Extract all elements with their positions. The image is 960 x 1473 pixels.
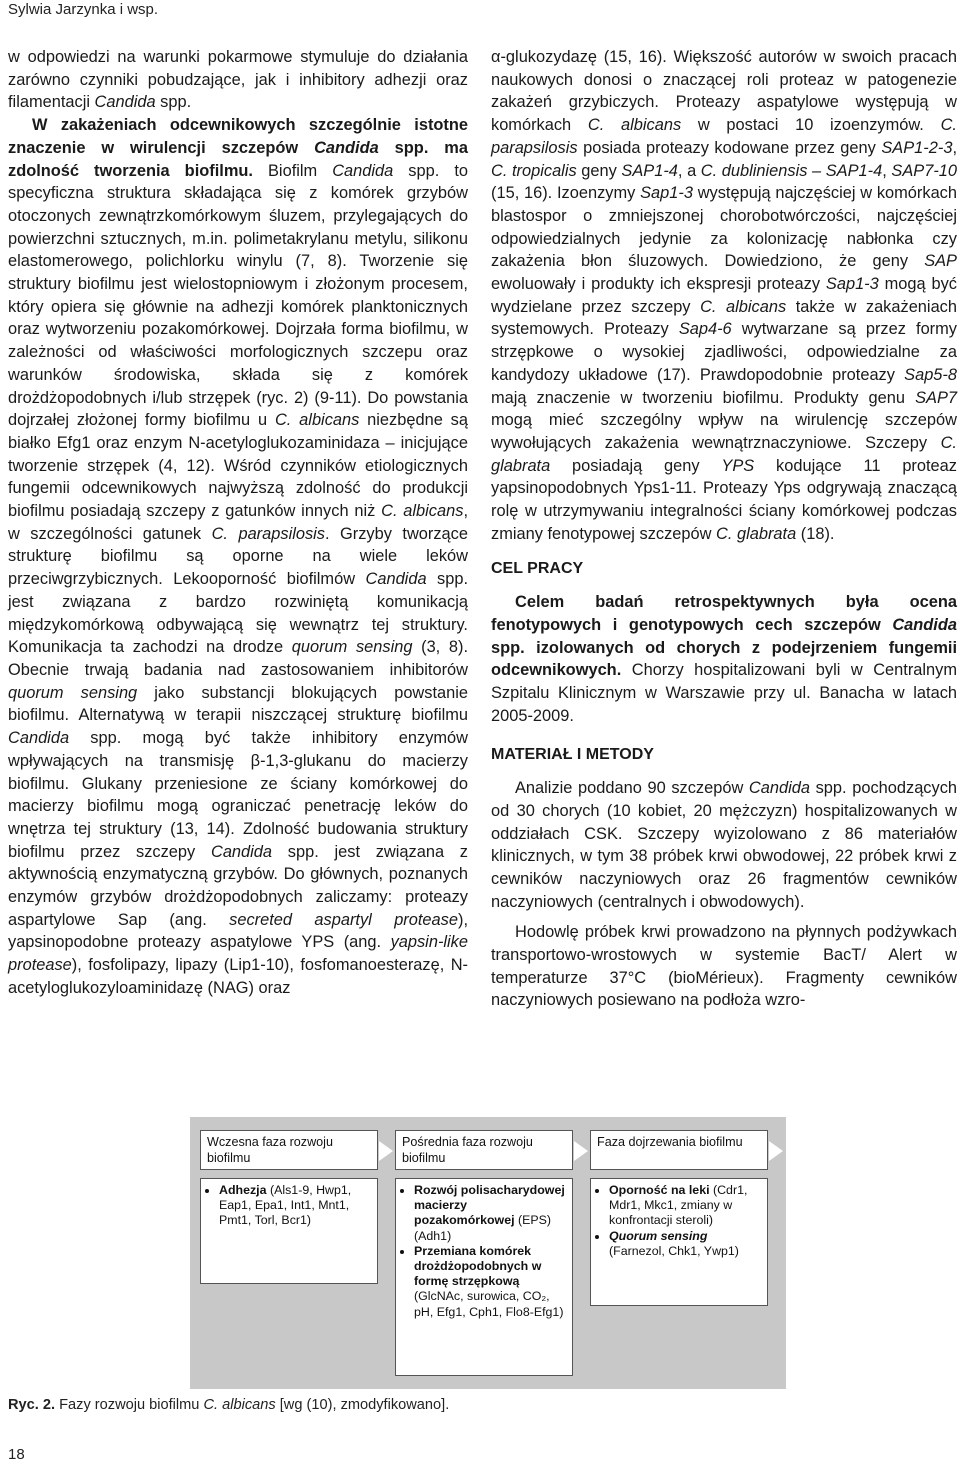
paragraph: Hodowlę próbek krwi prowadzono na płynnych podżywkach transportowo-wrostowych w systemie BacT/ Alert w temperaturze 37°C (bioMérieux). Fragmenty cewników naczyniowych posiewano na podłoża wzro- (491, 923, 957, 1010)
running-head: Sylwia Jarzynka i wsp. (8, 1, 159, 18)
stage-maturation (590, 1130, 768, 1306)
paragraph: Analizie poddano 90 szczepów Candida spp. pochodzących od 30 chorych (10 kobiet, 20 mężczyzn) hospitalizowanych w oddziałach CSK. Szczepy wyizolowano z 86 materiałów klinicznych, w tym 38 próbek krwi obwodowej, 22 próbek krwi z cewników naczyniowych oraz 26 fragmentów cewników naczyniowych (centralnych i obwodowych). (491, 779, 958, 911)
stage-body (395, 1178, 573, 1376)
figure-caption: Ryc. 2. Fazy rozwoju biofilmu C. albicans [wg (10), zmodyfikowano]. (8, 1397, 450, 1413)
stage-body (590, 1178, 768, 1306)
list-item: • Przemiana komórek drożdżopodobnych w formę strzępkową (GlcNAc, surowica, CO₂, pH, Efg1, Cph1, Flo8-Efg1) (414, 1244, 566, 1320)
stage-body (200, 1178, 378, 1284)
list-item: • Quorum sensing (Farnezol, Chk1, Ywp1) (609, 1229, 761, 1259)
right-column (491, 46, 957, 1012)
list-item: • Rozwój polisacharydowej macierzy pozakomórkowej (EPS) (Adh1) (414, 1183, 566, 1244)
section-heading-aim: CEL PRACY (491, 560, 584, 578)
list-item: • Adhezja (Als1-9, Hwp1, Eap1, Epa1, Int1, Mnt1, Pmt1, Torl, Bcr1) (219, 1183, 371, 1229)
stage-title: Faza dojrzewania biofilmu (590, 1130, 768, 1170)
stage-title: Pośrednia faza rozwoju biofilmu (395, 1130, 573, 1170)
page-number: 18 (8, 1446, 25, 1463)
section-heading-methods: MATERIAŁ I METODY (491, 746, 654, 764)
paragraph: Celem badań retrospektywnych była ocena fenotypowych i genotypowych cech szczepów Candida spp. izolowanych od chorych z podejrzeniem fungemii odcewnikowych. Chorzy hospitalizowani byli w Centralnym Szpitalu Klinicznym w Warszawie przy ul. Banacha w latach 2005-2009. (491, 593, 957, 725)
stage-title: Wczesna faza rozwoju biofilmu (200, 1130, 378, 1170)
list-item: • Oporność na leki (Cdr1, Mdr1, Mkc1, zmiany w konfrontacji steroli) (609, 1183, 761, 1229)
paragraph: W zakażeniach odcewnikowych szczególnie istotne znaczenie w wirulencji szczepów Candida spp. ma zdolność tworzenia biofilmu. Biofilm Candida spp. to specyficzna struktura składająca się z komórek grzybów otoczonych zewnątrzkomórkowym śluzem, przylegających do powierzchni sztucznych, m.in. polimetakrylanu metylu, silikonu elastomerowego, polichlorku winylu (7, 8). Tworzenie się struktury biofilmu jest wielostopniowym i złożonym procesem, który opiera się głównie na adhezji komórek planktonicznych oraz wytworzeniu pozakomórkowej. Dojrzała forma biofilmu, w zależności od właściwości morfologicznych szczepu oraz warunków środowiska, składa się z komórek drożdżopodobnych i/lub strzępek (ryc. 2) (9-11). Do powstania dojrzałej złożonej formy biofilmu u C. albicans niezbędne są białko Efg1 oraz enzym N-acetyloglukozaminidaza – inicjujące tworzenie strzępek (4, 12). Wśród czynników etiologicznych fungemii odcewnikowych najwyższą zdolność do produkcji biofilmu posiadają szczepy z gatunków innych niż C. albicans, w szczególności gatunek C. parapsilosis. Grzyby tworzące strukturę biofilmu są oporne na wiele leków przeciwgrzybicznych. Lekooporność biofilmów Candida spp. jest związana z bardzo rozwiniętą komunikacją międzykomórkową odbywającą się wewnątrz tej struktury. Komunikacja ta zachodzi na drodze quorum sensing (3, 8). Obecnie trwają badania nad zastosowaniem inhibitorów quorum sensing jako substancji blokujących powstanie biofilmu. Alternatywą w terapii niszczącej strukturę biofilmu Candida spp. mogą być także inhibitory enzymów wpływających na transmisję β-1,3-glukanu do macierzy biofilmu. Glukany przeniesione ze ściany komórkowej do macierzy biofilmu mogą ograniczać penetrację leków do wnętrza tej struktury (13, 14). Zdolność budowania struktury biofilmu przez szczepy Candida spp. jest związana z aktywnością enzymatyczną grzybów. Do głównych, poznanych enzymów grzybów drożdżopodobnych zaliczamy: proteazy aspartylowe Sap (ang. secreted aspartyl protease), yapsinopodobne proteazy aspatylowe YPS (ang. yapsin-like protease), fosfolipazy, lipazy (Lip1-10), fosfomanoesterazę, N-acetyloglukozyloaminidazę (NAG) oraz (8, 116, 469, 997)
stage-intermediate (395, 1130, 573, 1376)
paragraph: w odpowiedzi na warunki pokarmowe stymuluje do działania zarówno czynniki pobudzające, jak i inhibitory adhezji oraz filamentacji Candida spp. (8, 48, 468, 112)
biofilm-phases-figure (190, 1117, 786, 1389)
paragraph: α-glukozydazę (15, 16). Większość autorów w swoich pracach naukowych donosi o znaczącej roli proteaz w patogenezie zakażeń grzybiczych. Proteazy aspatylowe występują w komórkach C. albicans w postaci 10 izoenzymów. C. parapsilosis posiada proteazy kodowane przez geny SAP1-2-3, C. tropicalis geny SAP1-4, a C. dubliniensis – SAP1-4, SAP7-10 (15, 16). Izoenzymy Sap1-3 występują najczęściej w komórkach blastospor o zmniejszonej chorobotwórczości, najczęściej odpowiedzialnych jedynie za kolonizację nabłonka czy zakażenia błon śluzowych. Dowiedziono, że geny SAP ewoluowały i produkty ich ekspresji proteazy Sap1-3 mogą być wydzielane przez szczepy C. albicans także w zakażeniach systemowych. Proteazy Sap4-6 wytwarzane są przez formy strzępkowe o wysokiej zjadliwości, odpowiedzialne za kandydozy układowe (17). Prawdopodobnie proteazy Sap5-8 mają znaczenie w tworzeniu biofilmu. Produkty genu SAP7 mogą mieć szczególny wpływ na wirulencję szczepów wywołujących zakażenia wewnątrznaczyniowe. Szczepy C. glabrata posiadają geny YPS kodujące 11 proteaz yapsinopodobnych Yps1-11. Proteazy Yps odgrywają znaczącą rolę w utrzymywaniu integralności ściany komórkowej podczas zmiany fenotypowej szczepów C. glabrata (18). (491, 48, 958, 543)
stage-early (200, 1130, 378, 1284)
left-column (8, 46, 468, 1000)
